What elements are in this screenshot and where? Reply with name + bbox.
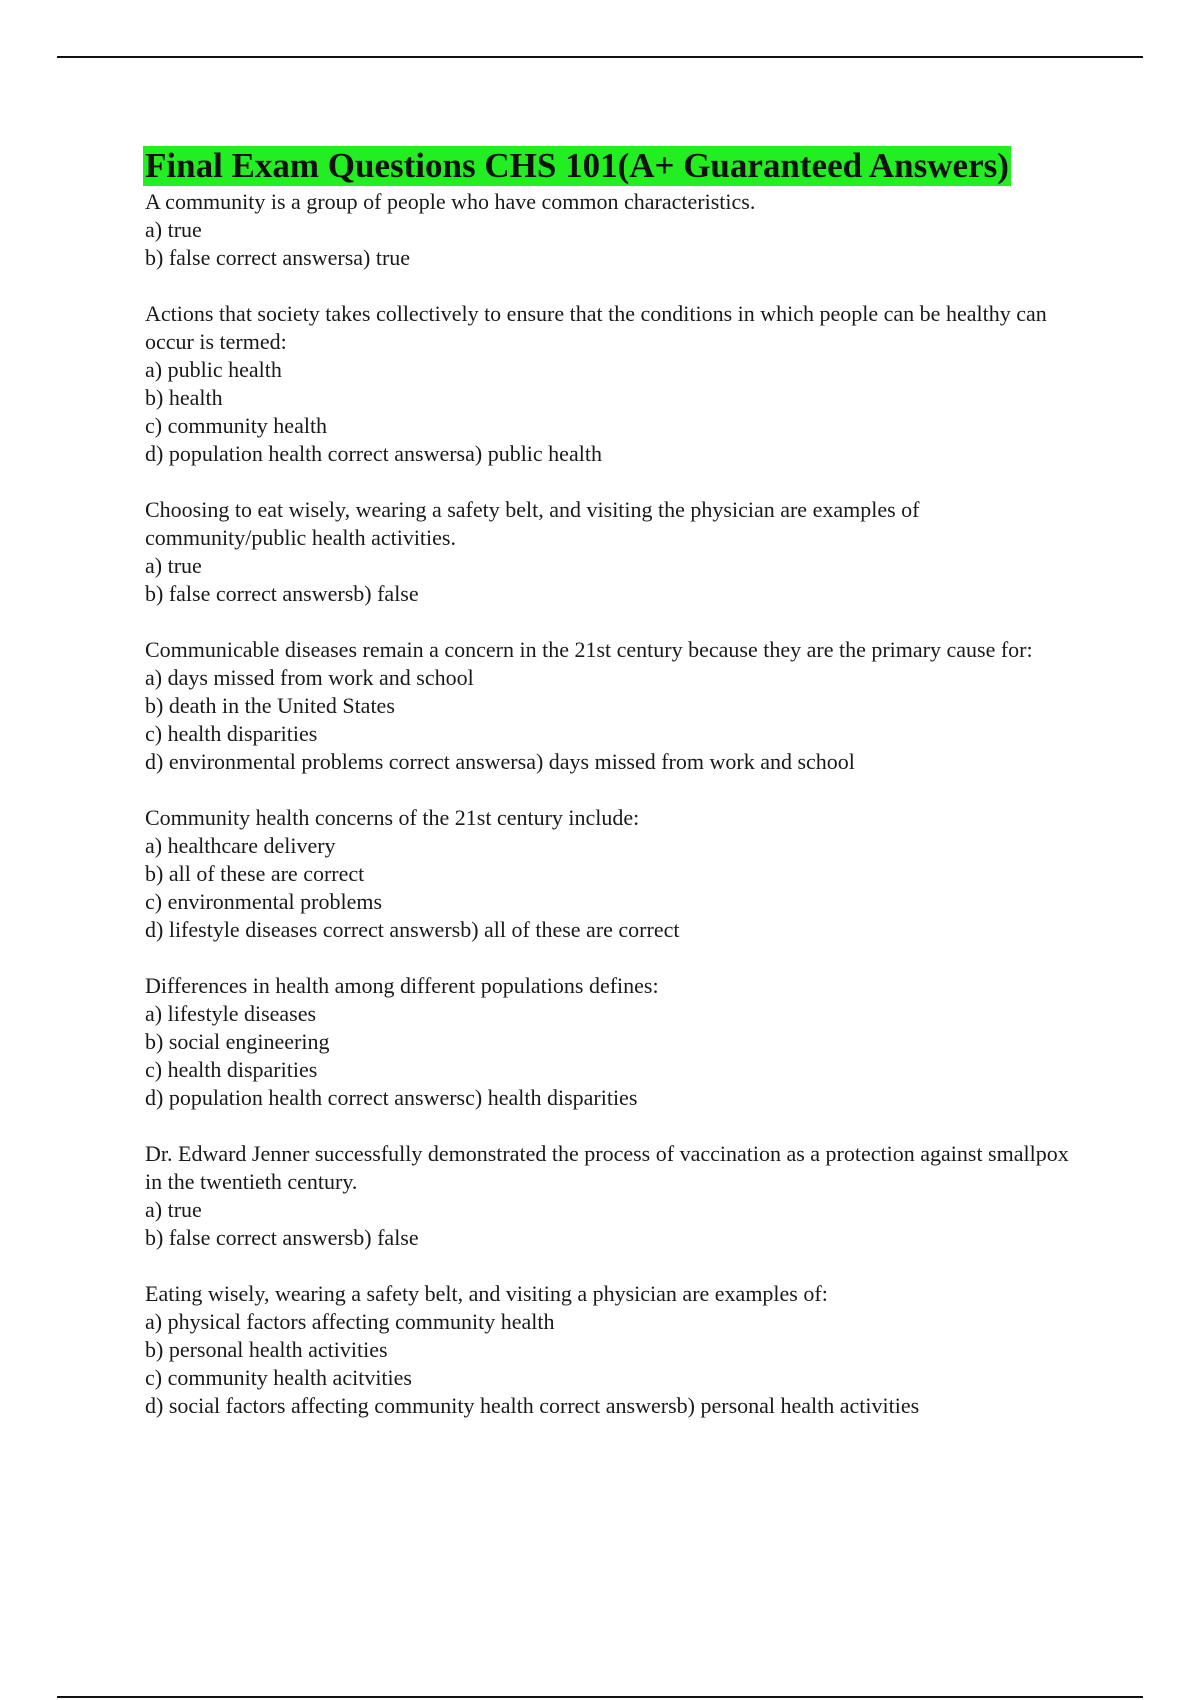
question-stem: Eating wisely, wearing a safety belt, and visiting a physician are examples of: — [145, 1281, 828, 1306]
question-3 — [145, 496, 1085, 608]
question-option: a) healthcare delivery — [145, 833, 336, 858]
question-option: a) true — [145, 1197, 202, 1222]
question-option: b) false correct answersa) true — [145, 245, 411, 270]
document-title: Final Exam Questions CHS 101(A+ Guaranteed Answers) — [145, 146, 1009, 185]
question-option: a) lifestyle diseases — [145, 1001, 317, 1026]
question-option: d) population health correct answersc) health disparities — [145, 1085, 638, 1110]
question-option: a) public health — [145, 357, 282, 382]
question-stem: Actions that society takes collectively to ensure that the conditions in which people can be healthy can occur is termed: — [145, 301, 1047, 354]
question-option: d) environmental problems correct answersa) days missed from work and school — [145, 749, 855, 774]
question-option: b) false correct answersb) false — [145, 1225, 419, 1250]
question-option: b) death in the United States — [145, 693, 395, 718]
question-option: b) social engineering — [145, 1029, 330, 1054]
question-option: c) community health acitvities — [145, 1365, 412, 1390]
question-option: c) health disparities — [145, 1057, 318, 1082]
question-1 — [145, 188, 1085, 272]
question-stem: Communicable diseases remain a concern in the 21st century because they are the primary cause for: — [145, 637, 1033, 662]
question-stem: Dr. Edward Jenner successfully demonstrated the process of vaccination as a protection against smallpox in the twentieth century. — [145, 1141, 1069, 1194]
question-5 — [145, 804, 1085, 944]
question-option: b) health — [145, 385, 223, 410]
header-rule — [57, 56, 1143, 58]
question-option: d) population health correct answersa) public health — [145, 441, 602, 466]
question-option: c) community health — [145, 413, 328, 438]
question-option: a) true — [145, 217, 202, 242]
question-8 — [145, 1280, 1085, 1420]
question-option: c) health disparities — [145, 721, 318, 746]
question-option: b) false correct answersb) false — [145, 581, 419, 606]
question-option: a) physical factors affecting community health — [145, 1309, 555, 1334]
question-option: d) lifestyle diseases correct answersb) all of these are correct — [145, 917, 680, 942]
question-6 — [145, 972, 1085, 1112]
question-stem: A community is a group of people who have common characteristics. — [145, 189, 756, 214]
question-stem: Choosing to eat wisely, wearing a safety belt, and visiting the physician are examples of community/public health activities. — [145, 497, 920, 550]
question-7 — [145, 1140, 1085, 1252]
question-2 — [145, 300, 1085, 468]
question-option: b) personal health activities — [145, 1337, 388, 1362]
question-option: c) environmental problems — [145, 889, 383, 914]
footer-rule — [57, 1696, 1143, 1698]
question-option: b) all of these are correct — [145, 861, 365, 886]
question-option: a) days missed from work and school — [145, 665, 474, 690]
question-stem: Differences in health among different populations defines: — [145, 973, 659, 998]
question-4 — [145, 636, 1085, 776]
document-body — [145, 146, 1085, 1448]
question-stem: Community health concerns of the 21st century include: — [145, 805, 640, 830]
question-option: a) true — [145, 553, 202, 578]
question-option: d) social factors affecting community health correct answersb) personal health activities — [145, 1393, 920, 1418]
